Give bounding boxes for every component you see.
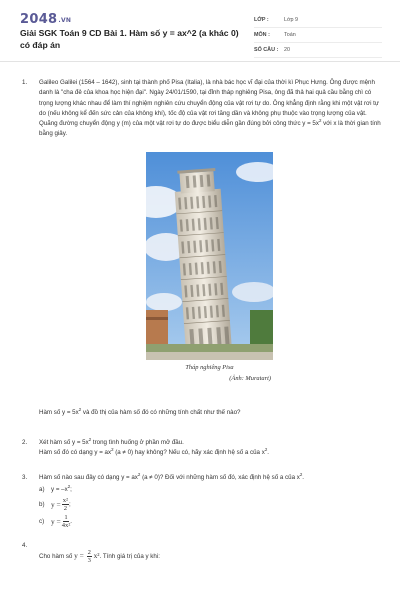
question-prompt: Hàm số $y = 5x^2$ và đồ thị của hàm số đó có những tính chất như thế nào? bbox=[39, 407, 241, 416]
question-number: 4. bbox=[22, 542, 28, 550]
question-line: Hàm số đó có dạng $y = ax^2$ (a ≠ 0) hay không? Nếu có, hãy xác định hệ số a của $x^2$. bbox=[39, 447, 270, 457]
meta-key: SỐ CÂU : bbox=[254, 47, 279, 53]
question-number: 1. bbox=[22, 79, 28, 86]
fraction: $\frac{1}{\text{4x²}}$ bbox=[61, 514, 71, 530]
meta-key: MÔN : bbox=[254, 32, 270, 38]
meta-table bbox=[254, 13, 382, 58]
question-number: 3. bbox=[22, 473, 28, 481]
meta-value: 20 bbox=[284, 47, 290, 53]
question-number: 2. bbox=[22, 439, 28, 446]
option-expression: y = bbox=[51, 516, 61, 526]
meta-row-grade bbox=[254, 13, 382, 28]
leaning-tower-photo bbox=[146, 152, 273, 360]
photo-credit: (Ảnh: Muratart) bbox=[229, 375, 271, 383]
option-expression: y = bbox=[51, 499, 61, 509]
question-line: Hàm số nào sau đây có dạng $y = ax^2$ (a ≠ 0)? Đối với những hàm số đó, xác định hệ số a của $x^2$. bbox=[39, 471, 305, 481]
page-header bbox=[0, 0, 400, 62]
meta-key: LỚP : bbox=[254, 17, 269, 23]
document-title: Giải SGK Toán 9 CD Bài 1. Hàm số y = ax^2 (a khác 0) có đáp án bbox=[20, 28, 239, 50]
option-c: c) y = $\frac{1}{\text{4x²}}$ . bbox=[39, 514, 73, 530]
figure-caption: Tháp nghiêng Pisa bbox=[185, 363, 234, 371]
option-label: a) bbox=[39, 485, 45, 493]
pisa-figure bbox=[146, 152, 273, 385]
option-label: b) bbox=[39, 500, 45, 508]
question-line: Xét hàm số $y = 5x^2$ trong tình huống ở phần mở đầu. bbox=[39, 437, 184, 446]
question-4 bbox=[18, 541, 384, 564]
option-a: a) $y = -x^2$; bbox=[39, 485, 384, 495]
fraction: $\frac{2}{3}$ bbox=[87, 549, 91, 565]
question-1 bbox=[18, 78, 384, 417]
question-2 bbox=[18, 438, 384, 459]
question-line: Cho hàm số y = $\frac{2}{3}$ x². Tính giá trị của y khi: bbox=[39, 549, 160, 565]
meta-row-subject bbox=[254, 28, 382, 43]
meta-row-count bbox=[254, 43, 382, 58]
option-label: c) bbox=[39, 517, 45, 525]
site-logo[interactable]: 2048.VN bbox=[20, 12, 72, 27]
questions-content bbox=[18, 78, 384, 564]
question-text: Galileo Galilei (1564 – 1642), sinh tại thành phố Pisa (Italia), là nhà bác học vĩ đại của thời kì Phục Hưng. Ông được mệnh danh là "cha đẻ của khoa học hiện đại". Ngày 24/01/1590, tại đỉnh tháp nghiêng Pisa, ông đã thả hai quả cầu bằng chì có trọng lượng khác nhau để làm thí nghiệm nghiên cứu chuyển động của vật rơi tự do. Ông khẳng định rằng khi một vật rơi tự do (nếu không kể đến sức cản của không khí), tốc độ của vật rơi tăng dần và không phụ thuộc vào trọng lượng của vật. Quãng đường chuyển động y (m) của một vật rơi tự do được biểu diễn gần đúng bởi công thức $y = 5x^2$ với x là thời gian tính bằng giây. bbox=[39, 79, 381, 138]
meta-value: Lớp 9 bbox=[284, 17, 299, 23]
option-b: b) y = $\frac{\text{x²}}{2}$ ; bbox=[39, 497, 71, 513]
fraction: $\frac{\text{x²}}{2}$ bbox=[62, 497, 68, 513]
question-3 bbox=[18, 473, 384, 530]
meta-value: Toán bbox=[284, 32, 296, 38]
